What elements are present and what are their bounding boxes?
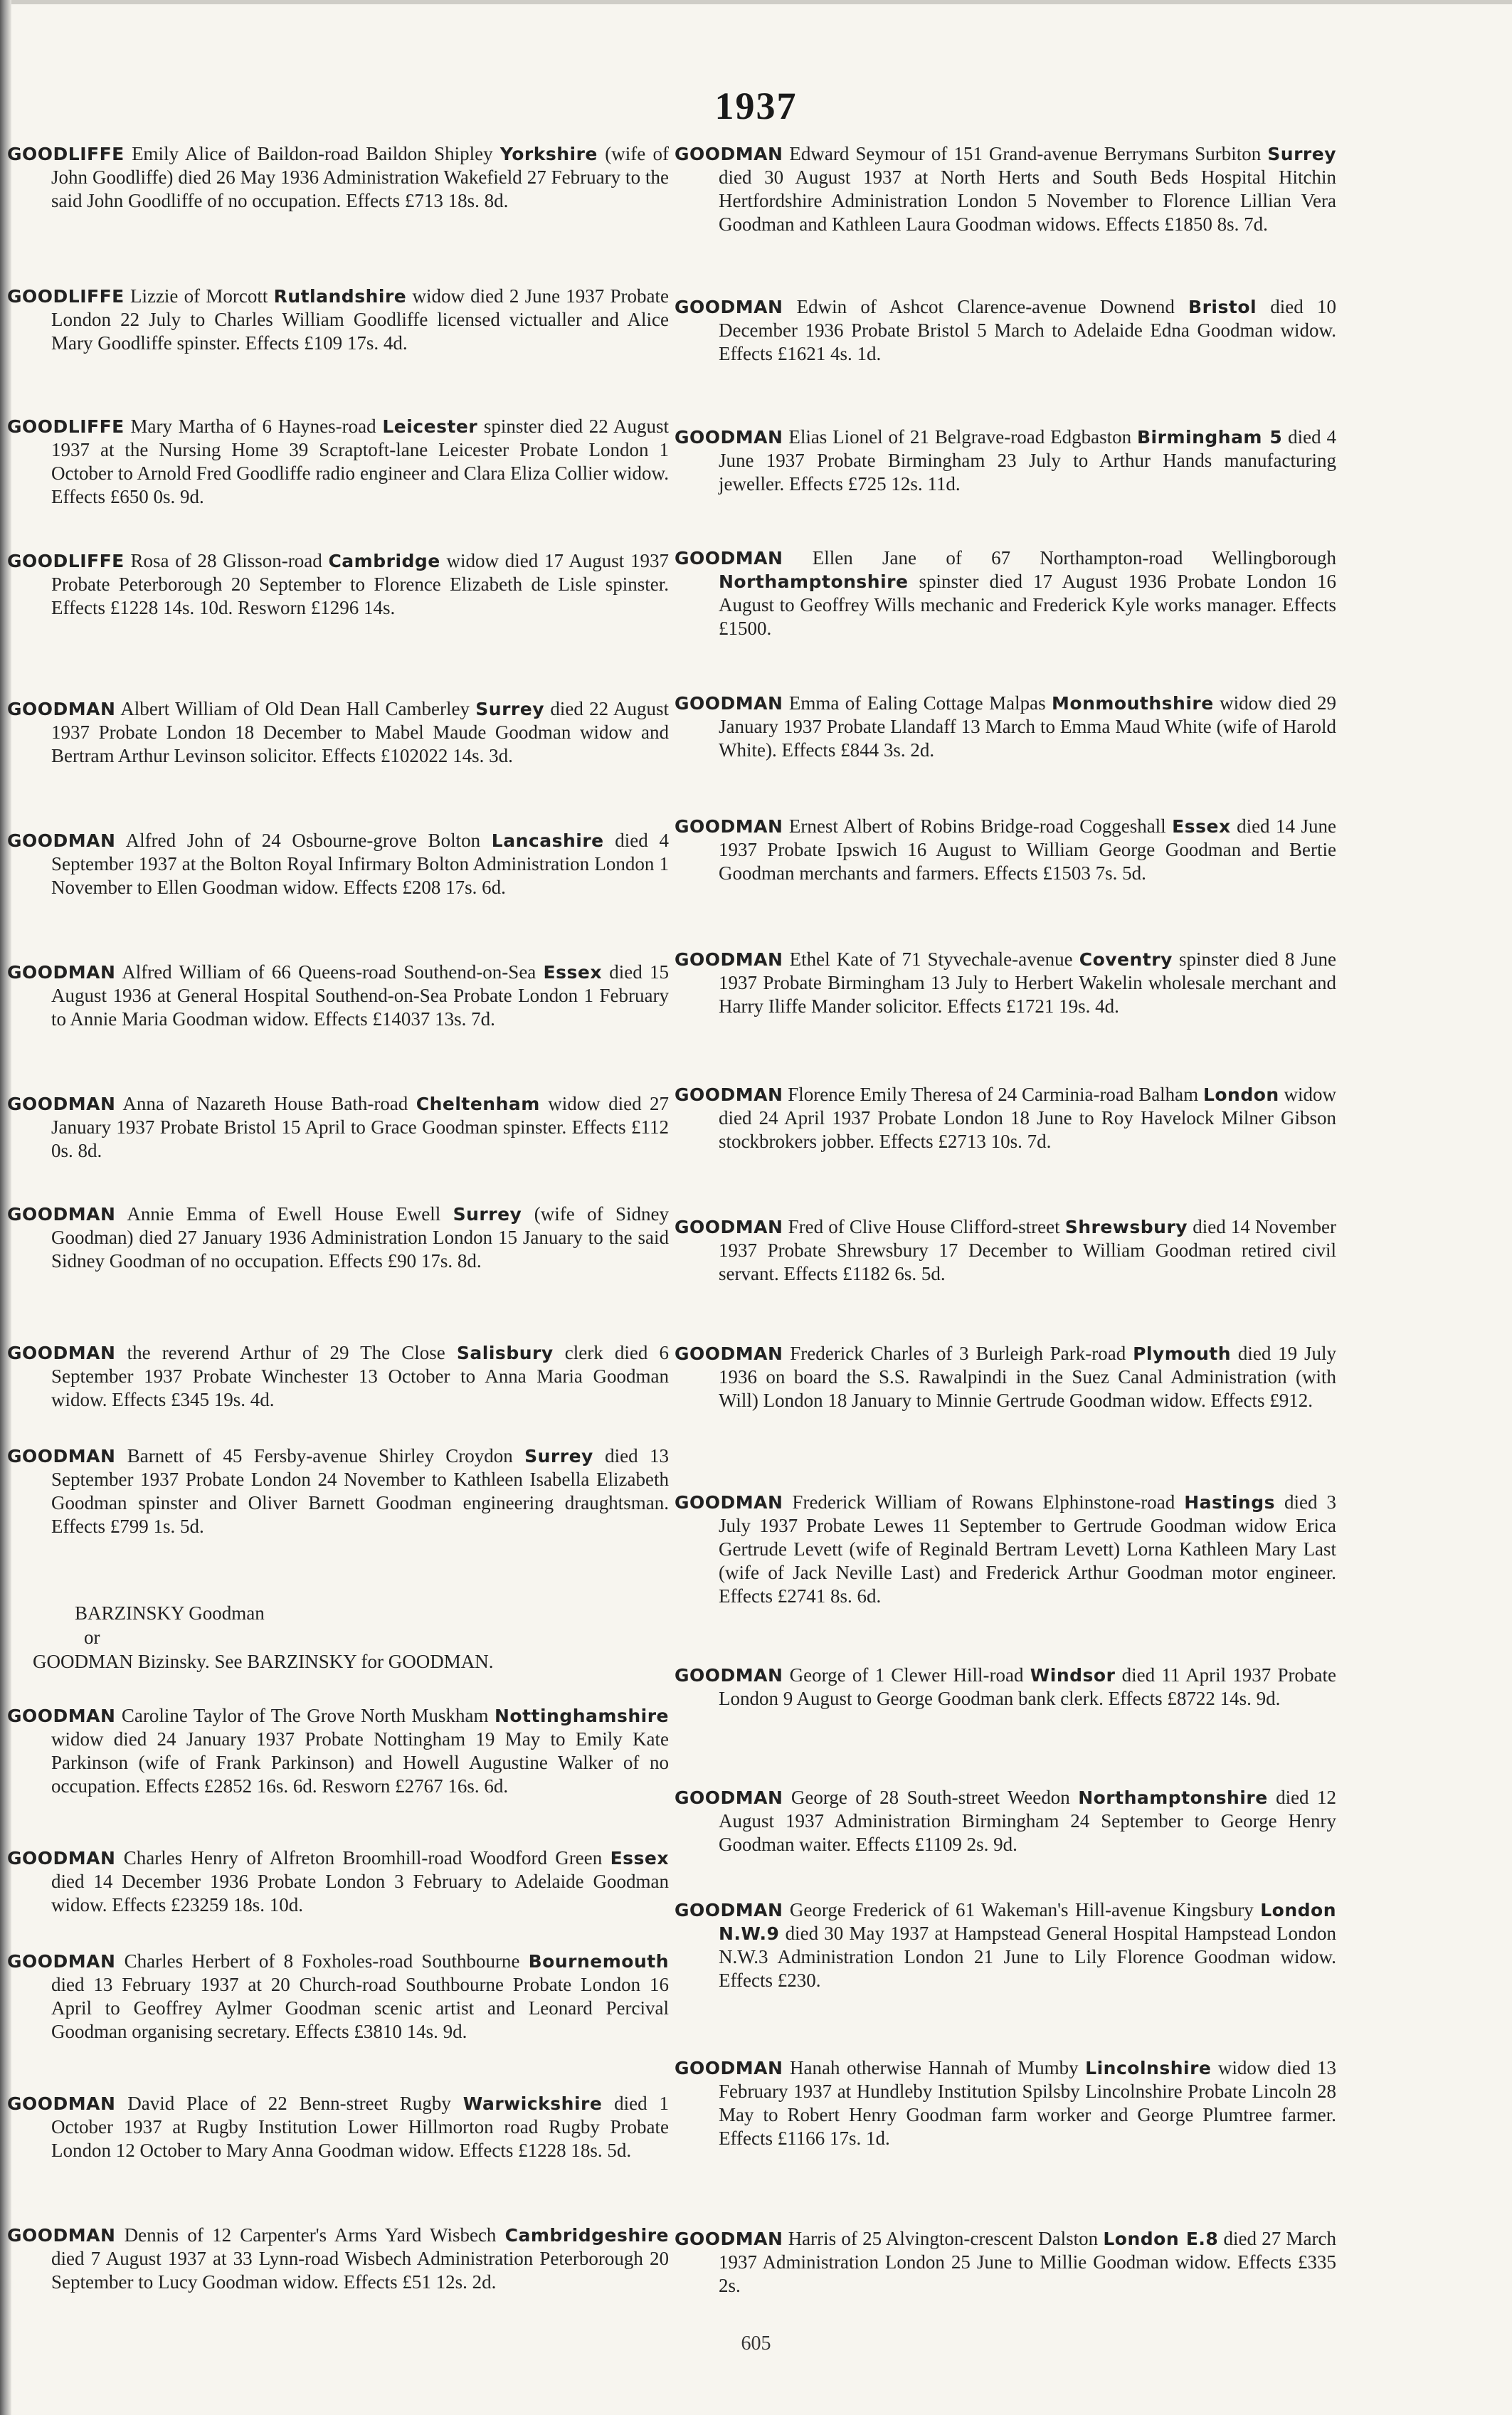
entry-surname: GOODMAN (675, 297, 783, 317)
entry-details: died 11 April 1937 Probate London 9 August to George Goodman bank clerk. Effects £8722 14s. 9d. (719, 1664, 1336, 1709)
probate-entry (7, 829, 669, 899)
entry-description: Fred of Clive House Clifford-street (783, 1216, 1065, 1237)
entry-surname: GOODMAN (7, 1951, 116, 1972)
entry-description: Alfred John of 24 Osbourne-grove Bolton (115, 830, 492, 851)
entry-place: Birmingham 5 (1137, 427, 1283, 448)
entry-details: died 15 August 1936 at General Hospital Southend-on-Sea Probate London 1 February to Annie Maria Goodman widow. Effects £14037 13s. 7d. (51, 961, 669, 1030)
probate-entry (675, 2227, 1336, 2298)
entry-place: London E.8 (1103, 2229, 1219, 2249)
entry-description: Charles Henry of Alfreton Broomhill-road Woodford Green (115, 1847, 610, 1869)
entry-details: died 19 July 1936 on board the S.S. Rawalpindi in the Suez Canal Administration (with Will) London 18 January to Minnie Gertrude Goodman widow. Effects £912. (719, 1343, 1336, 1411)
entry-surname: GOODMAN (675, 1492, 783, 1513)
entry-surname: GOODMAN (7, 1343, 116, 1363)
probate-entry (675, 1664, 1336, 1711)
entry-details: died 13 September 1937 Probate London 24 November to Kathleen Isabella Elizabeth Goodman spinster and Oliver Barnett Goodman engineering draughtsman. Effects £799 1s. 5d. (51, 1445, 669, 1537)
entry-description: Edwin of Ashcot Clarence-avenue Downend (783, 296, 1189, 317)
probate-entry (7, 2092, 669, 2162)
entry-details: clerk died 6 September 1937 Probate Winchester 13 October to Anna Maria Goodman widow. Effects £345 19s. 4d. (51, 1342, 669, 1410)
entry-surname: GOODLIFFE (7, 416, 125, 437)
probate-entry (7, 142, 669, 213)
entry-place: Surrey (475, 699, 545, 719)
entry-surname: GOODMAN (675, 1665, 783, 1686)
entry-details: died 14 June 1937 Probate Ipswich 16 August to William George Goodman and Bertie Goodman merchants and farmers. Effects £1503 7s. 5d. (719, 815, 1336, 884)
entry-details: widow died 24 April 1937 Probate London 18 June to Roy Havelock Milner Gibson stockbrokers jobber. Effects £2713 10s. 7d. (719, 1084, 1337, 1152)
probate-entry (7, 415, 669, 509)
entry-surname: GOODMAN (675, 1084, 783, 1105)
entry-description: Emma of Ealing Cottage Malpas (783, 692, 1052, 714)
entry-details: widow died 17 August 1937 Probate Peterborough 20 September to Florence Elizabeth de Lisle spinster. Effects £1228 14s. 10d. Resworn £1296 14s. (51, 550, 669, 618)
entry-details: died 1 October 1937 at Rugby Institution Lower Hillmorton road Rugby Probate London 12 October to Mary Anna Goodman widow. Effects £1228 18s. 5d. (51, 2093, 669, 2161)
entry-surname: GOODMAN (675, 693, 783, 714)
entry-surname: GOODMAN (7, 2093, 116, 2114)
entry-place: Surrey (1267, 144, 1336, 164)
entry-surname: GOODMAN (7, 699, 116, 719)
entry-details: widow died 13 February 1937 at Hundleby Institution Spilsby Lincolnshire Probate Lincoln 28 May to Robert Henry Goodman farm worker and George Plumtree farmer. Effects £1166 17s. 1d. (719, 2057, 1336, 2149)
entry-description: Alfred William of 66 Queens-road Southend-on-Sea (115, 961, 544, 983)
entry-surname: GOODMAN (675, 949, 783, 970)
entry-description: Rosa of 28 Glisson-road (124, 550, 329, 571)
entry-place: Coventry (1079, 949, 1173, 970)
entry-surname: GOODMAN (675, 548, 783, 569)
entry-place: Essex (1172, 816, 1231, 837)
entry-description: Anna of Nazareth House Bath-road (115, 1093, 416, 1114)
entry-place: Leicester (382, 416, 478, 437)
probate-entry (7, 1846, 669, 1917)
entry-details: widow died 24 January 1937 Probate Nottingham 19 May to Emily Kate Parkinson (wife of Frank Parkinson) and Howell Augustine Walker of no occupation. Effects £2852 16s. 6d. Resworn £2767 16s. 6d. (51, 1728, 669, 1797)
entry-surname: GOODMAN (7, 1204, 116, 1225)
entry-surname: GOODMAN (7, 830, 116, 851)
entry-surname: GOODMAN (675, 427, 783, 448)
probate-entry (675, 546, 1336, 640)
entry-place: Surrey (453, 1204, 522, 1225)
entry-surname: GOODMAN (7, 1094, 116, 1114)
cross-reference-line2: or (84, 1627, 100, 1648)
probate-entry (675, 1898, 1336, 1992)
entry-surname: GOODMAN (675, 1900, 783, 1920)
entry-description: George of 1 Clewer Hill-road (783, 1664, 1030, 1686)
entry-surname: GOODMAN (675, 1787, 783, 1808)
entry-description: the reverend Arthur of 29 The Close (115, 1342, 457, 1363)
probate-entry (675, 948, 1336, 1018)
entry-details: died 30 May 1937 at Hampstead General Hospital Hampstead London N.W.3 Administration London 21 June to Lily Florence Goodman widow. Effects £230. (719, 1923, 1336, 1991)
probate-entry (675, 692, 1336, 762)
entry-description: Ernest Albert of Robins Bridge-road Coggeshall (783, 815, 1173, 837)
entry-place: London N.W.9 (719, 1900, 1336, 1944)
entry-place: Yorkshire (499, 144, 598, 164)
cross-reference-line3: GOODMAN Bizinsky. See BARZINSKY for GOODMAN. (33, 1651, 494, 1672)
entry-place: Monmouthshire (1052, 693, 1214, 714)
entry-place: Rutlandshire (273, 286, 407, 307)
entry-place: Windsor (1030, 1665, 1116, 1686)
entry-description: Dennis of 12 Carpenter's Arms Yard Wisbech (115, 2224, 505, 2246)
entry-description: Elias Lionel of 21 Belgrave-road Edgbaston (783, 426, 1137, 448)
entry-surname: GOODLIFFE (7, 551, 125, 571)
probate-entry (675, 295, 1336, 366)
probate-entry (7, 1341, 669, 1412)
entry-surname: GOODMAN (675, 2229, 783, 2249)
entry-place: Northamptonshire (719, 571, 909, 592)
entry-details: died 12 August 1937 Administration Birmingham 24 September to George Henry Goodman waiter. Effects £1109 2s. 9d. (719, 1787, 1336, 1855)
entry-description: Albert William of Old Dean Hall Camberley (115, 698, 476, 719)
entry-place: Lancashire (491, 830, 604, 851)
probate-entry (7, 961, 669, 1031)
cross-reference (7, 1601, 669, 1674)
entry-place: Warwickshire (462, 2093, 603, 2114)
entry-description: Barnett of 45 Fersby-avenue Shirley Croydon (115, 1445, 525, 1467)
probate-entry (675, 142, 1336, 236)
entry-details: died 3 July 1937 Probate Lewes 11 September to Gertrude Goodman widow Erica Gertrude Levett (wife of Reginald Bertram Levett) Lorna Kathleen Mary Last (wife of Jack Neville Last) and Frederick Arthur Goodman motor engineer. Effects £2741 8s. 6d. (719, 1491, 1336, 1607)
entry-details: (wife of Sidney Goodman) died 27 January 1936 Administration London 15 January to the said Sidney Goodman of no occupation. Effects £90 17s. 8d. (51, 1203, 669, 1272)
probate-entry (675, 1215, 1336, 1286)
entry-surname: GOODMAN (7, 1848, 116, 1869)
entry-surname: GOODMAN (7, 962, 116, 983)
entry-details: died 13 February 1937 at 20 Church-road Southbourne Probate London 16 April to Geoffrey Aylmer Goodman scenic artist and Leonard Percival Goodman organising secretary. Effects £3810 14s. 9d. (51, 1974, 669, 2042)
entry-description: Charles Herbert of 8 Foxholes-road Southbourne (115, 1950, 529, 1972)
entry-description: Caroline Taylor of The Grove North Muskham (115, 1705, 495, 1726)
entry-description: Mary Martha of 6 Haynes-road (124, 416, 383, 437)
probate-entry (7, 549, 669, 620)
entry-place: Plymouth (1133, 1343, 1232, 1364)
cross-reference-line1: BARZINSKY Goodman (75, 1602, 265, 1624)
entry-description: Florence Emily Theresa of 24 Carminia-road Balham (783, 1084, 1203, 1105)
probate-entry (7, 2224, 669, 2294)
entry-surname: GOODLIFFE (7, 286, 125, 307)
entry-description: Harris of 25 Alvington-crescent Dalston (783, 2228, 1104, 2249)
entry-details: died 10 December 1936 Probate Bristol 5 March to Adelaide Edna Goodman widow. Effects £1621 4s. 1d. (719, 296, 1336, 364)
probate-entry (7, 285, 669, 355)
entry-place: Essex (610, 1848, 669, 1869)
entry-description: Ethel Kate of 71 Styvechale-avenue (783, 948, 1079, 970)
entry-place: Bournemouth (528, 1951, 669, 1972)
probate-entry (675, 1083, 1336, 1153)
probate-entry (675, 2056, 1336, 2150)
entry-description: David Place of 22 Benn-street Rugby (115, 2093, 463, 2114)
entry-place: Cheltenham (416, 1094, 540, 1114)
probate-entry (675, 1491, 1336, 1608)
probate-entry (675, 1342, 1336, 1412)
entry-place: Cambridge (328, 551, 440, 571)
entry-description: George Frederick of 61 Wakeman's Hill-avenue Kingsbury (783, 1899, 1261, 1920)
entry-description: Edward Seymour of 151 Grand-avenue Berrymans Surbiton (783, 143, 1268, 164)
entry-details: widow died 29 January 1937 Probate Llandaff 13 March to Emma Maud White (wife of Harold White). Effects £844 3s. 2d. (719, 692, 1337, 761)
probate-entry (675, 815, 1336, 885)
entry-surname: GOODMAN (7, 1446, 116, 1467)
entry-details: widow died 2 June 1937 Probate London 22 July to Charles William Goodliffe licensed victualler and Alice Mary Goodliffe spinster. Effects £109 17s. 4d. (51, 285, 669, 354)
page-number: 605 (741, 2332, 771, 2355)
entry-surname: GOODMAN (675, 816, 783, 837)
entry-description: Lizzie of Morcott (124, 285, 274, 307)
entry-details: died 22 August 1937 Probate London 18 December to Mabel Maude Goodman widow and Bertram Arthur Levinson solicitor. Effects £102022 14s. 3d. (51, 698, 669, 766)
probate-entry (7, 1444, 669, 1538)
page-top-edge (0, 0, 1512, 4)
entry-place: Salisbury (456, 1343, 554, 1363)
probate-entry (7, 1950, 669, 2044)
entry-details: died 4 June 1937 Probate Birmingham 23 July to Arthur Hands manufacturing jeweller. Effects £725 12s. 11d. (719, 426, 1336, 495)
entry-place: Bristol (1188, 297, 1257, 317)
entry-details: died 7 August 1937 at 33 Lynn-road Wisbech Administration Peterborough 20 September to Lucy Goodman widow. Effects £51 12s. 2d. (51, 2248, 669, 2293)
probate-entry (7, 1092, 669, 1163)
entry-surname: GOODMAN (7, 1706, 116, 1726)
entry-place: Essex (543, 962, 602, 983)
entry-details: spinster died 8 June 1937 Probate Birmingham 13 July to Herbert Wakelin wholesale merchant and Harry Iliffe Mander solicitor. Effects £1721 19s. 4d. (719, 948, 1336, 1017)
entry-details: died 14 November 1937 Probate Shrewsbury 17 December to William Goodman retired civil servant. Effects £1182 6s. 5d. (719, 1216, 1336, 1284)
entry-details: died 27 March 1937 Administration London 25 June to Millie Goodman widow. Effects £335 2s. (719, 2228, 1336, 2296)
entry-place: Lincolnshire (1085, 2058, 1212, 2078)
entry-description: Frederick William of Rowans Elphinstone-road (783, 1491, 1185, 1513)
entry-surname: GOODMAN (675, 144, 783, 164)
entry-details: died 30 August 1937 at North Herts and South Beds Hospital Hitchin Hertfordshire Administration London 5 November to Florence Lillian Vera Goodman and Kathleen Laura Goodman widows. Effects £1850 8s. 7d. (719, 167, 1336, 235)
entry-place: Hastings (1184, 1492, 1275, 1513)
entry-description: Hanah otherwise Hannah of Mumby (783, 2057, 1086, 2078)
probate-entry (675, 426, 1336, 496)
entry-place: Northamptonshire (1078, 1787, 1268, 1808)
entry-place: Nottinghamshire (494, 1706, 669, 1726)
entry-description: Annie Emma of Ewell House Ewell (115, 1203, 453, 1225)
entry-description: Ellen Jane of 67 Northampton-road Wellingborough (783, 547, 1336, 569)
entry-place: Cambridgeshire (504, 2225, 669, 2246)
entry-place: London (1202, 1084, 1279, 1105)
entry-surname: GOODMAN (675, 1343, 783, 1364)
probate-entry (7, 1704, 669, 1798)
entry-details: spinster died 22 August 1937 at the Nursing Home 39 Scraptoft-lane Leicester Probate London 1 October to Arnold Fred Goodliffe radio engineer and Clara Eliza Collier widow. Effects £650 0s. 9d. (51, 416, 669, 507)
probate-entry (7, 1203, 669, 1273)
entry-place: Shrewsbury (1064, 1217, 1188, 1237)
entry-details: died 14 December 1936 Probate London 3 February to Adelaide Goodman widow. Effects £23259 18s. 10d. (51, 1871, 669, 1915)
entry-details: (wife of John Goodliffe) died 26 May 1936 Administration Wakefield 27 February to the said John Goodliffe of no occupation. Effects £713 18s. 8d. (51, 143, 669, 211)
entry-description: Frederick Charles of 3 Burleigh Park-road (783, 1343, 1133, 1364)
entry-description: George of 28 South-street Weedon (783, 1787, 1079, 1808)
entry-details: spinster died 17 August 1936 Probate London 16 August to Geoffrey Wills mechanic and Frederick Kyle works manager. Effects £1500. (719, 571, 1336, 639)
entry-details: widow died 27 January 1937 Probate Bristol 15 April to Grace Goodman spinster. Effects £112 0s. 8d. (51, 1093, 669, 1161)
entry-place: Surrey (524, 1446, 593, 1467)
entry-surname: GOODMAN (675, 1217, 783, 1237)
probate-entry (7, 697, 669, 768)
page-title-year: 1937 (714, 85, 798, 127)
probate-entry (675, 1786, 1336, 1856)
entry-surname: GOODMAN (7, 2225, 116, 2246)
entry-surname: GOODLIFFE (7, 144, 125, 164)
entry-description: Emily Alice of Baildon-road Baildon Shipley (124, 143, 500, 164)
entry-details: died 4 September 1937 at the Bolton Royal Infirmary Bolton Administration London 1 November to Ellen Goodman widow. Effects £208 17s. 6d. (51, 830, 669, 898)
entry-surname: GOODMAN (675, 2058, 783, 2078)
